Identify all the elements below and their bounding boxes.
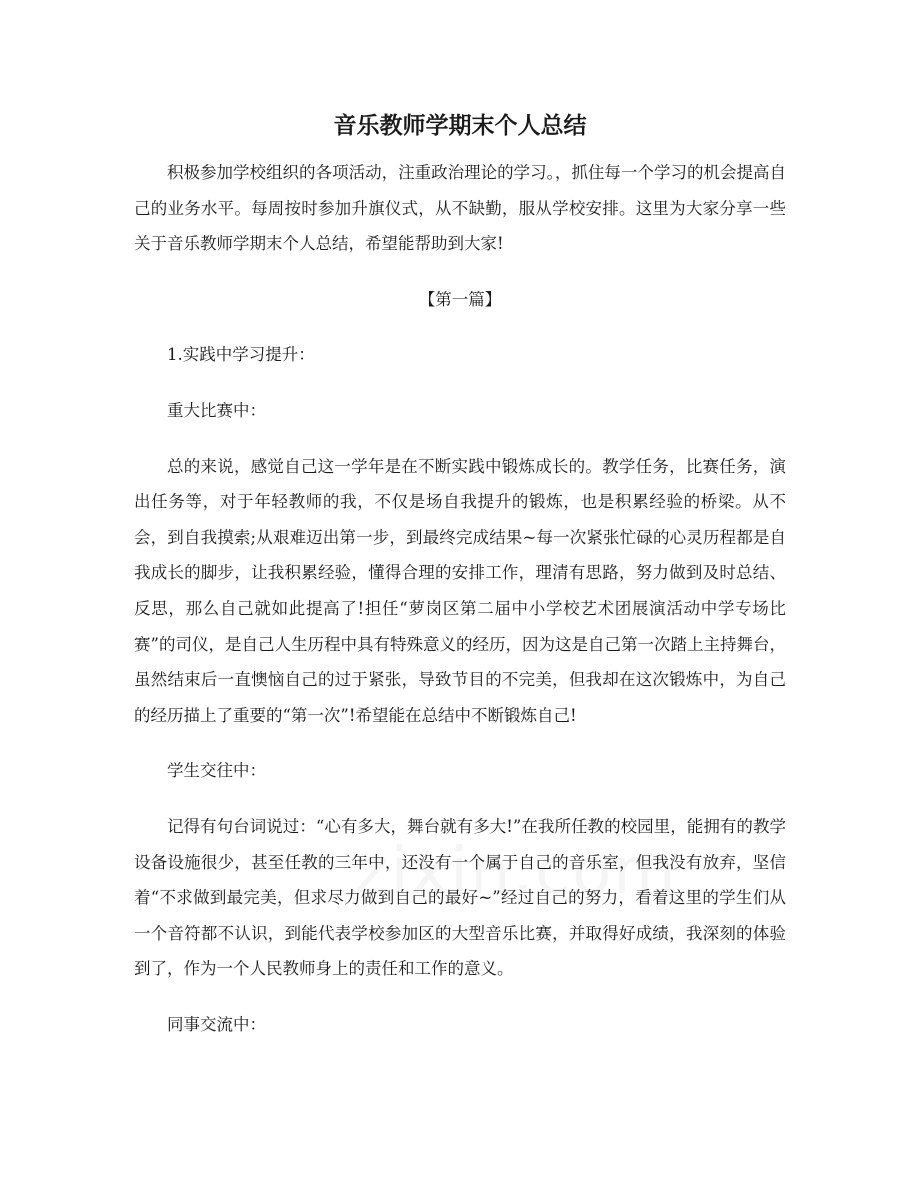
subheading-students: 学生交往中： [167,761,266,781]
body-paragraph-competition: 总的来说，感觉自己这一学年是在不断实践中锻炼成长的。教学任务，比赛任务，演出任务等，对于年轻教师的我，不仅是场自我提升的锻炼，也是积累经验的桥梁。从不会，到自我摸索;从艰难迈出第一步，到最终完成结果~每一次紧张忙碌的心灵历程都是自我成长的脚步，让我积累经验，懂得合理的安排工作，理清有思路，努力做到及时总结、反思，那么自己就如此提高了!担任“萝岗区第二届中小学校艺术团展演活动中学专场比赛”的司仪，是自己人生历程中具有特殊意义的经历，因为这是自己第一次踏上主持舞台，虽然结束后一直懊恼自己的过于紧张，导致节目的不完美，但我却在这次锻炼中，为自己的经历描上了重要的“第一次”!希望能在总结中不断锻炼自己! [134,456,786,725]
watermark [355,835,678,909]
document-body [134,155,786,1042]
intro-paragraph: 积极参加学校组织的各项活动，注重政治理论的学习。，抓住每一个学习的机会提高自己的业务水平。每周按时参加升旗仪式，从不缺勤，服从学校安排。这里为大家分享一些关于音乐教师学期末个人总结，希望能帮助到大家! [134,163,786,254]
section-heading: 【第一篇】 [418,289,502,309]
subheading-practice: 1.实践中学习提升： [167,345,315,365]
subheading-competition: 重大比赛中： [167,400,266,420]
subheading-colleagues: 同事交流中： [167,1014,266,1034]
document-title: 音乐教师学期末个人总结 [333,112,587,139]
body-paragraph-students: 记得有句台词说过：“心有多大，舞台就有多大!”在我所任教的校园里，能拥有的教学设备设施很少，甚至任教的三年中，还没有一个属于自己的音乐室，但我没有放弃，坚信着“不求做到最完美，但求尽力做到自己的最好~”经过自己的努力，看着这里的学生们从一个音符都不认识，到能代表学校参加区的大型音乐比赛，并取得好成绩，我深刻的体验到了，作为一个人民教师身上的责任和工作的意义。 [134,816,786,979]
